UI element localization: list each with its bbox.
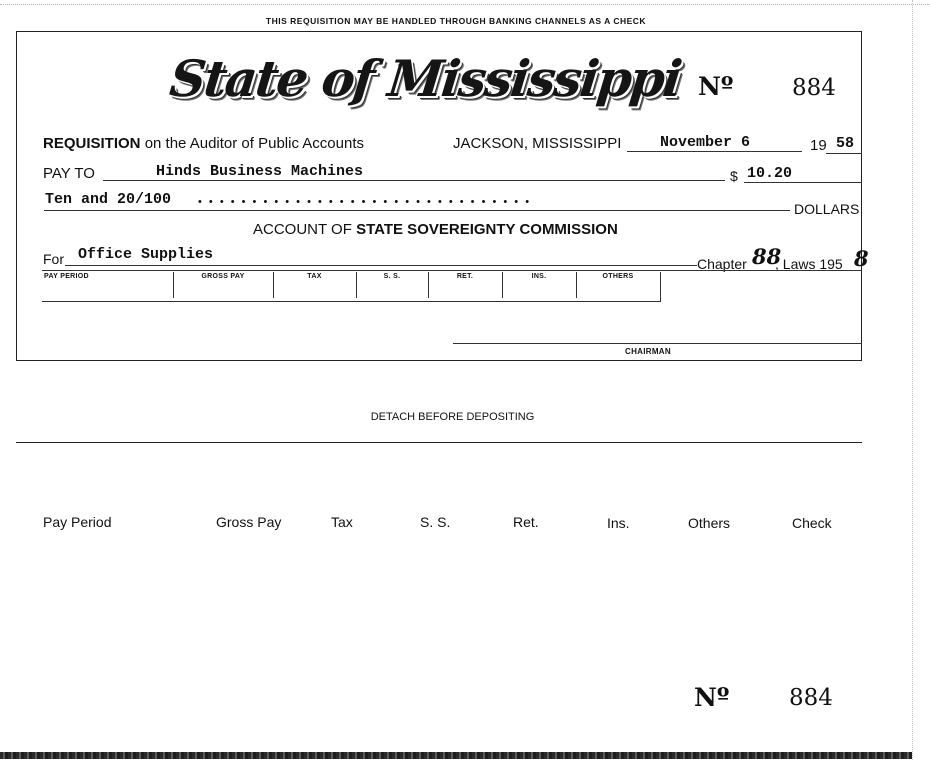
- state-title: State of Mississippi: [166, 49, 684, 108]
- detach-label: DETACH BEFORE DEPOSITING: [370, 411, 535, 423]
- columns-bottom-line: [42, 301, 660, 302]
- signature-line: [453, 343, 862, 344]
- amount-dots: • • • • • • • • • • • • • • • • • • • • • • • • • • • • • • •: [198, 196, 532, 208]
- requisition-number: 884: [792, 75, 836, 101]
- chapter-value: 88: [752, 244, 782, 269]
- date-value: November 6: [660, 134, 751, 151]
- for-label: For: [43, 251, 64, 267]
- for-value: Office Supplies: [78, 246, 214, 263]
- col-tax: TAX: [307, 273, 322, 280]
- banking-notice: THIS REQUISITION MAY BE HANDLED THROUGH BANKING CHANNELS AS A CHECK: [265, 16, 647, 26]
- dollar-sign: $: [730, 168, 738, 184]
- account-prefix: ACCOUNT OF: [253, 221, 352, 238]
- stub-col-pay-period: Pay Period: [43, 514, 112, 530]
- perforation-top: [0, 4, 930, 5]
- laws-year-digit: 8: [854, 246, 869, 271]
- col-ret: RET.: [456, 273, 474, 280]
- stub-col-gross-pay: Gross Pay: [216, 514, 282, 530]
- amount-words-line: [44, 210, 790, 211]
- date-line: [627, 151, 802, 152]
- requisition-label: REQUISITION: [43, 135, 141, 152]
- chapter-label: Chapter: [697, 256, 747, 272]
- amount-words: Ten and 20/100: [45, 191, 172, 208]
- requisition-line: [43, 135, 364, 152]
- chairman-label: CHAIRMAN: [625, 347, 671, 356]
- col-gross-pay: GROSS PAY: [201, 273, 245, 280]
- stub-col-ins: Ins.: [607, 515, 630, 531]
- amount-line: [744, 182, 862, 183]
- col-divider: [660, 272, 661, 302]
- col-pay-period: PAY PERIOD: [44, 273, 89, 280]
- for-line: [65, 265, 697, 266]
- col-others: OTHERS: [602, 273, 634, 280]
- torn-bottom-edge: [0, 752, 912, 759]
- account-line: [253, 221, 618, 238]
- col-ins: INS.: [531, 273, 547, 280]
- stub-col-others: Others: [688, 515, 731, 531]
- laws-label: , Laws 195: [775, 256, 843, 272]
- stub-number-label: Nº: [694, 683, 730, 712]
- stub-col-tax: Tax: [331, 514, 353, 530]
- requisition-text: on the Auditor of Public Accounts: [144, 135, 364, 152]
- col-ss: S. S.: [383, 273, 401, 280]
- columns-top-line: [42, 270, 862, 271]
- perforation-right: [912, 0, 913, 760]
- stub-col-ss: S. S.: [420, 514, 451, 530]
- place: JACKSON, MISSISSIPPI: [453, 135, 622, 152]
- detach-line: [16, 442, 862, 443]
- payee-line: [103, 180, 725, 181]
- stub-col-ret: Ret.: [513, 514, 539, 530]
- payee-value: Hinds Business Machines: [156, 163, 364, 180]
- stub-number: 884: [789, 685, 833, 711]
- year-prefix: 19: [810, 137, 827, 154]
- year-line: [826, 153, 862, 154]
- dollars-label: DOLLARS: [794, 201, 860, 217]
- amount-value: 10.20: [747, 165, 793, 182]
- number-label: Nº: [698, 72, 734, 101]
- pay-to-label: PAY TO: [43, 165, 95, 182]
- year-value: 58: [836, 135, 855, 152]
- account-name: STATE SOVEREIGNTY COMMISSION: [356, 221, 618, 238]
- stub-col-check: Check: [792, 515, 832, 531]
